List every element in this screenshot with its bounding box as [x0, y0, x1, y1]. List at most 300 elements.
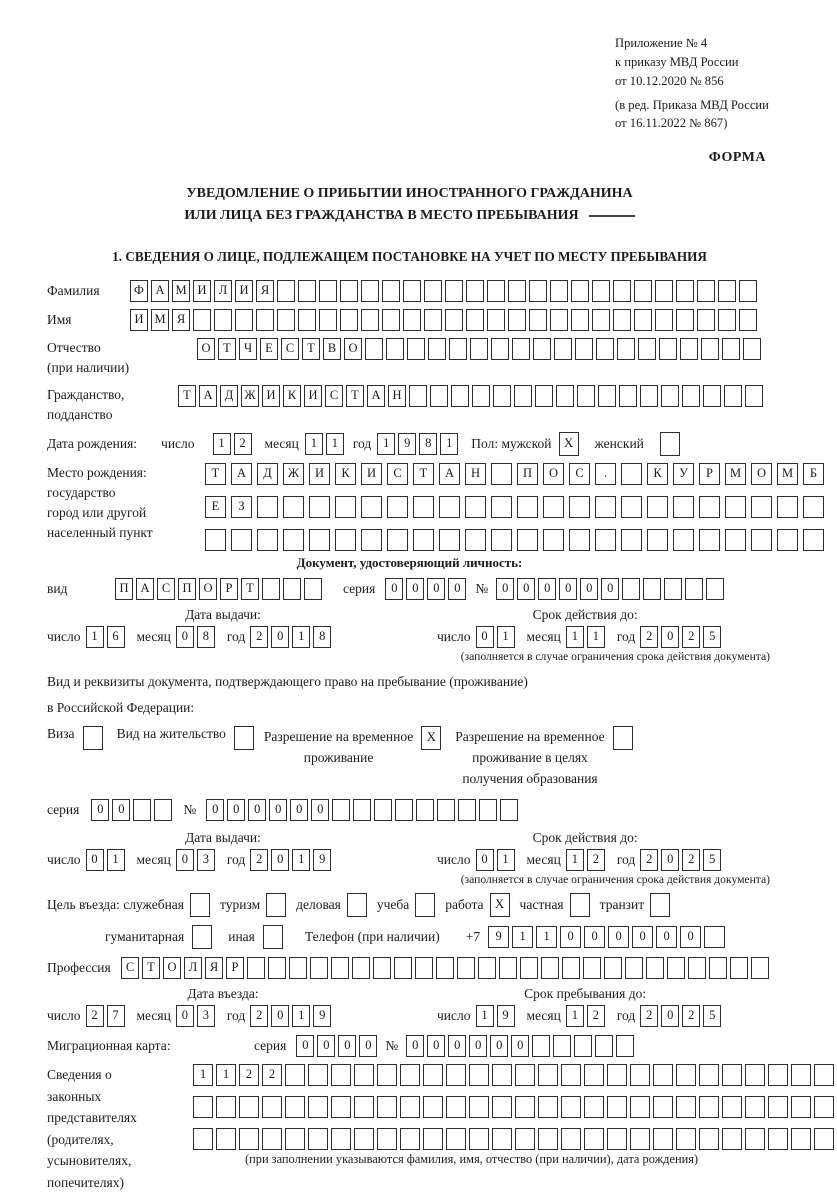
form-cell[interactable]: Д	[220, 385, 238, 407]
form-cell[interactable]	[625, 957, 643, 979]
form-cell[interactable]	[613, 280, 631, 302]
form-cell[interactable]	[643, 578, 661, 600]
form-cell[interactable]: 7	[107, 1005, 125, 1027]
form-cell[interactable]: 0	[311, 799, 329, 821]
form-cell[interactable]	[661, 385, 679, 407]
form-cell[interactable]	[234, 726, 254, 750]
form-cell[interactable]	[413, 529, 434, 551]
form-cell[interactable]	[791, 1064, 811, 1086]
form-cell[interactable]	[457, 957, 475, 979]
form-cell[interactable]: Н	[388, 385, 406, 407]
form-cell[interactable]	[722, 1064, 742, 1086]
form-cell[interactable]	[697, 280, 715, 302]
form-cell[interactable]	[622, 578, 640, 600]
form-cell[interactable]: 0	[91, 799, 109, 821]
form-cell[interactable]	[415, 957, 433, 979]
form-cell[interactable]	[347, 893, 367, 917]
form-cell[interactable]	[262, 1128, 282, 1150]
form-cell[interactable]: 0	[476, 626, 494, 648]
form-cell[interactable]	[285, 1128, 305, 1150]
form-cell[interactable]	[630, 1096, 650, 1118]
form-cell[interactable]: 9	[313, 1005, 331, 1027]
form-cell[interactable]: 0	[86, 849, 104, 871]
form-cell[interactable]	[697, 309, 715, 331]
form-cell[interactable]: 9	[398, 433, 416, 455]
form-cell[interactable]	[487, 280, 505, 302]
form-cell[interactable]: 1	[566, 1005, 584, 1027]
form-cell[interactable]	[445, 280, 463, 302]
form-cell[interactable]	[310, 957, 328, 979]
form-cell[interactable]	[647, 496, 668, 518]
form-cell[interactable]	[466, 309, 484, 331]
form-cell[interactable]	[319, 309, 337, 331]
form-cell[interactable]: Я	[172, 309, 190, 331]
form-cell[interactable]: 0	[385, 578, 403, 600]
form-cell[interactable]: Я	[205, 957, 223, 979]
form-cell[interactable]	[353, 799, 371, 821]
form-cell[interactable]	[439, 496, 460, 518]
form-cell[interactable]	[512, 338, 530, 360]
form-cell[interactable]: 1	[512, 926, 533, 948]
form-cell[interactable]	[403, 309, 421, 331]
form-cell[interactable]: 0	[406, 578, 424, 600]
form-cell[interactable]: 1	[440, 433, 458, 455]
form-cell[interactable]: 1	[86, 626, 104, 648]
form-cell[interactable]: 0	[608, 926, 629, 948]
form-cell[interactable]: Т	[205, 463, 226, 485]
form-cell[interactable]	[638, 338, 656, 360]
form-cell[interactable]	[400, 1064, 420, 1086]
form-cell[interactable]	[487, 309, 505, 331]
form-cell[interactable]	[751, 957, 769, 979]
form-cell[interactable]	[446, 1128, 466, 1150]
form-cell[interactable]: Д	[257, 463, 278, 485]
form-cell[interactable]: 9	[488, 926, 509, 948]
form-cell[interactable]	[465, 529, 486, 551]
form-cell[interactable]: 0	[476, 849, 494, 871]
form-cell[interactable]: 0	[661, 1005, 679, 1027]
form-cell[interactable]	[400, 1096, 420, 1118]
form-cell[interactable]: Т	[241, 578, 259, 600]
form-cell[interactable]	[493, 385, 511, 407]
form-cell[interactable]: П	[517, 463, 538, 485]
form-cell[interactable]	[377, 1128, 397, 1150]
form-cell[interactable]	[532, 1035, 550, 1057]
form-cell[interactable]	[437, 799, 455, 821]
form-cell[interactable]	[515, 1128, 535, 1150]
form-cell[interactable]: 5	[703, 849, 721, 871]
form-cell[interactable]	[257, 529, 278, 551]
form-cell[interactable]: А	[151, 280, 169, 302]
form-cell[interactable]: 2	[640, 849, 658, 871]
form-cell[interactable]	[751, 496, 772, 518]
form-cell[interactable]	[553, 1035, 571, 1057]
form-cell[interactable]	[791, 1096, 811, 1118]
form-cell[interactable]	[659, 338, 677, 360]
form-cell[interactable]	[718, 280, 736, 302]
form-cell[interactable]	[439, 529, 460, 551]
form-cell[interactable]	[592, 280, 610, 302]
form-cell[interactable]	[571, 309, 589, 331]
form-cell[interactable]: Ч	[239, 338, 257, 360]
form-cell[interactable]: 1	[587, 626, 605, 648]
form-cell[interactable]	[743, 338, 761, 360]
form-cell[interactable]	[676, 309, 694, 331]
form-cell[interactable]: 0	[427, 1035, 445, 1057]
form-cell[interactable]	[340, 309, 358, 331]
form-cell[interactable]: 1	[536, 926, 557, 948]
form-cell[interactable]	[577, 385, 595, 407]
form-cell[interactable]: О	[197, 338, 215, 360]
form-cell[interactable]	[424, 309, 442, 331]
form-cell[interactable]	[596, 338, 614, 360]
form-cell[interactable]	[703, 385, 721, 407]
form-cell[interactable]	[361, 309, 379, 331]
form-cell[interactable]: 0	[427, 578, 445, 600]
form-cell[interactable]: 0	[661, 626, 679, 648]
form-cell[interactable]	[621, 463, 642, 485]
form-cell[interactable]: И	[235, 280, 253, 302]
form-cell[interactable]	[277, 280, 295, 302]
form-cell[interactable]: 2	[250, 849, 268, 871]
form-cell[interactable]	[653, 1128, 673, 1150]
form-cell[interactable]: А	[136, 578, 154, 600]
form-cell[interactable]	[491, 463, 512, 485]
form-cell[interactable]: 0	[469, 1035, 487, 1057]
form-cell[interactable]	[430, 385, 448, 407]
form-cell[interactable]	[394, 957, 412, 979]
form-cell[interactable]: 0	[359, 1035, 377, 1057]
form-cell[interactable]	[682, 385, 700, 407]
form-cell[interactable]: И	[304, 385, 322, 407]
form-cell[interactable]: 0	[680, 926, 701, 948]
form-cell[interactable]	[193, 1096, 213, 1118]
form-cell[interactable]	[562, 957, 580, 979]
form-cell[interactable]	[673, 529, 694, 551]
form-cell[interactable]: О	[751, 463, 772, 485]
form-cell[interactable]	[583, 957, 601, 979]
form-cell[interactable]: Р	[699, 463, 720, 485]
form-cell[interactable]	[730, 957, 748, 979]
form-cell[interactable]: 0	[176, 626, 194, 648]
form-cell[interactable]	[803, 496, 824, 518]
form-cell[interactable]	[256, 309, 274, 331]
form-cell[interactable]	[650, 893, 670, 917]
form-cell[interactable]: П	[115, 578, 133, 600]
form-cell[interactable]: X	[421, 726, 441, 750]
form-cell[interactable]: 0	[176, 1005, 194, 1027]
form-cell[interactable]	[469, 1096, 489, 1118]
form-cell[interactable]	[190, 893, 210, 917]
form-cell[interactable]: 2	[250, 626, 268, 648]
form-cell[interactable]: 0	[661, 849, 679, 871]
form-cell[interactable]	[382, 309, 400, 331]
form-cell[interactable]: Е	[260, 338, 278, 360]
form-cell[interactable]	[598, 385, 616, 407]
form-cell[interactable]: 0	[517, 578, 535, 600]
form-cell[interactable]: 0	[490, 1035, 508, 1057]
form-cell[interactable]	[423, 1064, 443, 1086]
form-cell[interactable]: М	[172, 280, 190, 302]
form-cell[interactable]	[262, 578, 280, 600]
form-cell[interactable]	[235, 309, 253, 331]
form-cell[interactable]	[621, 496, 642, 518]
form-cell[interactable]: 9	[313, 849, 331, 871]
form-cell[interactable]	[550, 280, 568, 302]
form-cell[interactable]	[239, 1128, 259, 1150]
form-cell[interactable]	[309, 529, 330, 551]
form-cell[interactable]	[428, 338, 446, 360]
form-cell[interactable]: И	[130, 309, 148, 331]
form-cell[interactable]	[266, 893, 286, 917]
form-cell[interactable]	[745, 1064, 765, 1086]
form-cell[interactable]: 1	[292, 626, 310, 648]
form-cell[interactable]	[277, 309, 295, 331]
form-cell[interactable]: 2	[86, 1005, 104, 1027]
form-cell[interactable]	[268, 957, 286, 979]
form-cell[interactable]: 1	[193, 1064, 213, 1086]
form-cell[interactable]	[739, 309, 757, 331]
form-cell[interactable]	[676, 1064, 696, 1086]
form-cell[interactable]	[262, 1096, 282, 1118]
form-cell[interactable]	[517, 496, 538, 518]
form-cell[interactable]	[550, 309, 568, 331]
form-cell[interactable]: 2	[250, 1005, 268, 1027]
form-cell[interactable]	[571, 280, 589, 302]
form-cell[interactable]: 2	[587, 849, 605, 871]
form-cell[interactable]: 0	[538, 578, 556, 600]
form-cell[interactable]: 0	[271, 626, 289, 648]
form-cell[interactable]: 0	[496, 578, 514, 600]
form-cell[interactable]	[309, 496, 330, 518]
form-cell[interactable]	[709, 957, 727, 979]
form-cell[interactable]	[653, 1064, 673, 1086]
form-cell[interactable]	[529, 280, 547, 302]
form-cell[interactable]: .	[595, 463, 616, 485]
form-cell[interactable]: 2	[587, 1005, 605, 1027]
form-cell[interactable]: О	[543, 463, 564, 485]
form-cell[interactable]: 1	[566, 849, 584, 871]
form-cell[interactable]: Ф	[130, 280, 148, 302]
form-cell[interactable]	[814, 1096, 834, 1118]
form-cell[interactable]: И	[262, 385, 280, 407]
form-cell[interactable]	[538, 1064, 558, 1086]
form-cell[interactable]	[569, 496, 590, 518]
form-cell[interactable]: 1	[497, 849, 515, 871]
form-cell[interactable]: О	[163, 957, 181, 979]
form-cell[interactable]	[575, 338, 593, 360]
form-cell[interactable]	[520, 957, 538, 979]
form-cell[interactable]	[492, 1096, 512, 1118]
form-cell[interactable]	[365, 338, 383, 360]
form-cell[interactable]: Ж	[283, 463, 304, 485]
form-cell[interactable]	[354, 1096, 374, 1118]
form-cell[interactable]	[214, 309, 232, 331]
form-cell[interactable]	[231, 529, 252, 551]
form-cell[interactable]: И	[193, 280, 211, 302]
form-cell[interactable]: 2	[682, 1005, 700, 1027]
form-cell[interactable]: 1	[566, 626, 584, 648]
form-cell[interactable]: С	[157, 578, 175, 600]
form-cell[interactable]: Л	[184, 957, 202, 979]
form-cell[interactable]: Т	[302, 338, 320, 360]
form-cell[interactable]	[517, 529, 538, 551]
form-cell[interactable]: У	[673, 463, 694, 485]
form-cell[interactable]: 1	[497, 626, 515, 648]
form-cell[interactable]: К	[335, 463, 356, 485]
form-cell[interactable]	[469, 1064, 489, 1086]
form-cell[interactable]	[676, 1128, 696, 1150]
form-cell[interactable]	[561, 1064, 581, 1086]
form-cell[interactable]	[193, 309, 211, 331]
form-cell[interactable]	[319, 280, 337, 302]
form-cell[interactable]	[458, 799, 476, 821]
form-cell[interactable]	[630, 1064, 650, 1086]
form-cell[interactable]: 0	[271, 849, 289, 871]
form-cell[interactable]	[304, 578, 322, 600]
form-cell[interactable]: 3	[197, 1005, 215, 1027]
form-cell[interactable]: Т	[413, 463, 434, 485]
form-cell[interactable]	[216, 1128, 236, 1150]
form-cell[interactable]	[619, 385, 637, 407]
form-cell[interactable]	[205, 529, 226, 551]
form-cell[interactable]	[595, 1035, 613, 1057]
form-cell[interactable]	[436, 957, 454, 979]
form-cell[interactable]: Л	[214, 280, 232, 302]
form-cell[interactable]	[377, 1064, 397, 1086]
form-cell[interactable]: 0	[656, 926, 677, 948]
form-cell[interactable]	[308, 1064, 328, 1086]
form-cell[interactable]: 2	[682, 849, 700, 871]
form-cell[interactable]: X	[559, 432, 579, 456]
form-cell[interactable]	[660, 432, 680, 456]
form-cell[interactable]	[688, 957, 706, 979]
form-cell[interactable]	[247, 957, 265, 979]
form-cell[interactable]: 2	[262, 1064, 282, 1086]
form-cell[interactable]	[403, 280, 421, 302]
form-cell[interactable]	[395, 799, 413, 821]
form-cell[interactable]	[745, 1096, 765, 1118]
form-cell[interactable]: 1	[213, 433, 231, 455]
form-cell[interactable]	[400, 1128, 420, 1150]
form-cell[interactable]	[739, 280, 757, 302]
form-cell[interactable]	[257, 496, 278, 518]
form-cell[interactable]	[613, 726, 633, 750]
form-cell[interactable]: 0	[248, 799, 266, 821]
form-cell[interactable]	[724, 385, 742, 407]
form-cell[interactable]	[791, 1128, 811, 1150]
form-cell[interactable]	[554, 338, 572, 360]
form-cell[interactable]: 0	[511, 1035, 529, 1057]
form-cell[interactable]	[416, 799, 434, 821]
form-cell[interactable]	[569, 529, 590, 551]
form-cell[interactable]	[655, 309, 673, 331]
form-cell[interactable]	[514, 385, 532, 407]
form-cell[interactable]	[283, 496, 304, 518]
form-cell[interactable]: И	[309, 463, 330, 485]
form-cell[interactable]	[535, 385, 553, 407]
form-cell[interactable]	[646, 957, 664, 979]
form-cell[interactable]	[561, 1128, 581, 1150]
form-cell[interactable]	[722, 338, 740, 360]
form-cell[interactable]: 0	[296, 1035, 314, 1057]
form-cell[interactable]: А	[199, 385, 217, 407]
form-cell[interactable]	[263, 925, 283, 949]
form-cell[interactable]	[745, 1128, 765, 1150]
form-cell[interactable]: 2	[640, 626, 658, 648]
form-cell[interactable]	[541, 957, 559, 979]
form-cell[interactable]: 0	[601, 578, 619, 600]
form-cell[interactable]	[722, 1128, 742, 1150]
form-cell[interactable]	[423, 1096, 443, 1118]
form-cell[interactable]	[508, 309, 526, 331]
form-cell[interactable]	[718, 309, 736, 331]
form-cell[interactable]	[595, 529, 616, 551]
form-cell[interactable]	[445, 309, 463, 331]
form-cell[interactable]: Т	[142, 957, 160, 979]
form-cell[interactable]: 8	[419, 433, 437, 455]
form-cell[interactable]	[745, 385, 763, 407]
form-cell[interactable]: 1	[292, 1005, 310, 1027]
form-cell[interactable]: 0	[338, 1035, 356, 1057]
form-cell[interactable]	[446, 1064, 466, 1086]
form-cell[interactable]: И	[361, 463, 382, 485]
form-cell[interactable]: 1	[107, 849, 125, 871]
form-cell[interactable]	[676, 280, 694, 302]
form-cell[interactable]: Ж	[241, 385, 259, 407]
form-cell[interactable]	[298, 309, 316, 331]
form-cell[interactable]: 0	[448, 1035, 466, 1057]
form-cell[interactable]: Р	[220, 578, 238, 600]
form-cell[interactable]	[685, 578, 703, 600]
form-cell[interactable]	[814, 1064, 834, 1086]
form-cell[interactable]	[814, 1128, 834, 1150]
form-cell[interactable]: 0	[206, 799, 224, 821]
form-cell[interactable]: 2	[640, 1005, 658, 1027]
form-cell[interactable]	[479, 799, 497, 821]
form-cell[interactable]	[508, 280, 526, 302]
form-cell[interactable]: 1	[476, 1005, 494, 1027]
form-cell[interactable]	[725, 529, 746, 551]
form-cell[interactable]	[382, 280, 400, 302]
form-cell[interactable]	[331, 1064, 351, 1086]
form-cell[interactable]: 0	[269, 799, 287, 821]
form-cell[interactable]	[655, 280, 673, 302]
form-cell[interactable]	[616, 1035, 634, 1057]
form-cell[interactable]	[492, 1064, 512, 1086]
form-cell[interactable]	[574, 1035, 592, 1057]
form-cell[interactable]	[451, 385, 469, 407]
form-cell[interactable]	[332, 799, 350, 821]
form-cell[interactable]	[604, 957, 622, 979]
form-cell[interactable]	[283, 578, 301, 600]
form-cell[interactable]	[533, 338, 551, 360]
form-cell[interactable]: 0	[271, 1005, 289, 1027]
form-cell[interactable]: 0	[580, 578, 598, 600]
form-cell[interactable]	[409, 385, 427, 407]
form-cell[interactable]: О	[199, 578, 217, 600]
form-cell[interactable]	[617, 338, 635, 360]
form-cell[interactable]	[193, 1128, 213, 1150]
form-cell[interactable]: 1	[292, 849, 310, 871]
form-cell[interactable]: П	[178, 578, 196, 600]
form-cell[interactable]	[777, 529, 798, 551]
form-cell[interactable]: 2	[239, 1064, 259, 1086]
form-cell[interactable]: С	[281, 338, 299, 360]
form-cell[interactable]	[607, 1096, 627, 1118]
form-cell[interactable]	[634, 309, 652, 331]
form-cell[interactable]: X	[490, 893, 510, 917]
